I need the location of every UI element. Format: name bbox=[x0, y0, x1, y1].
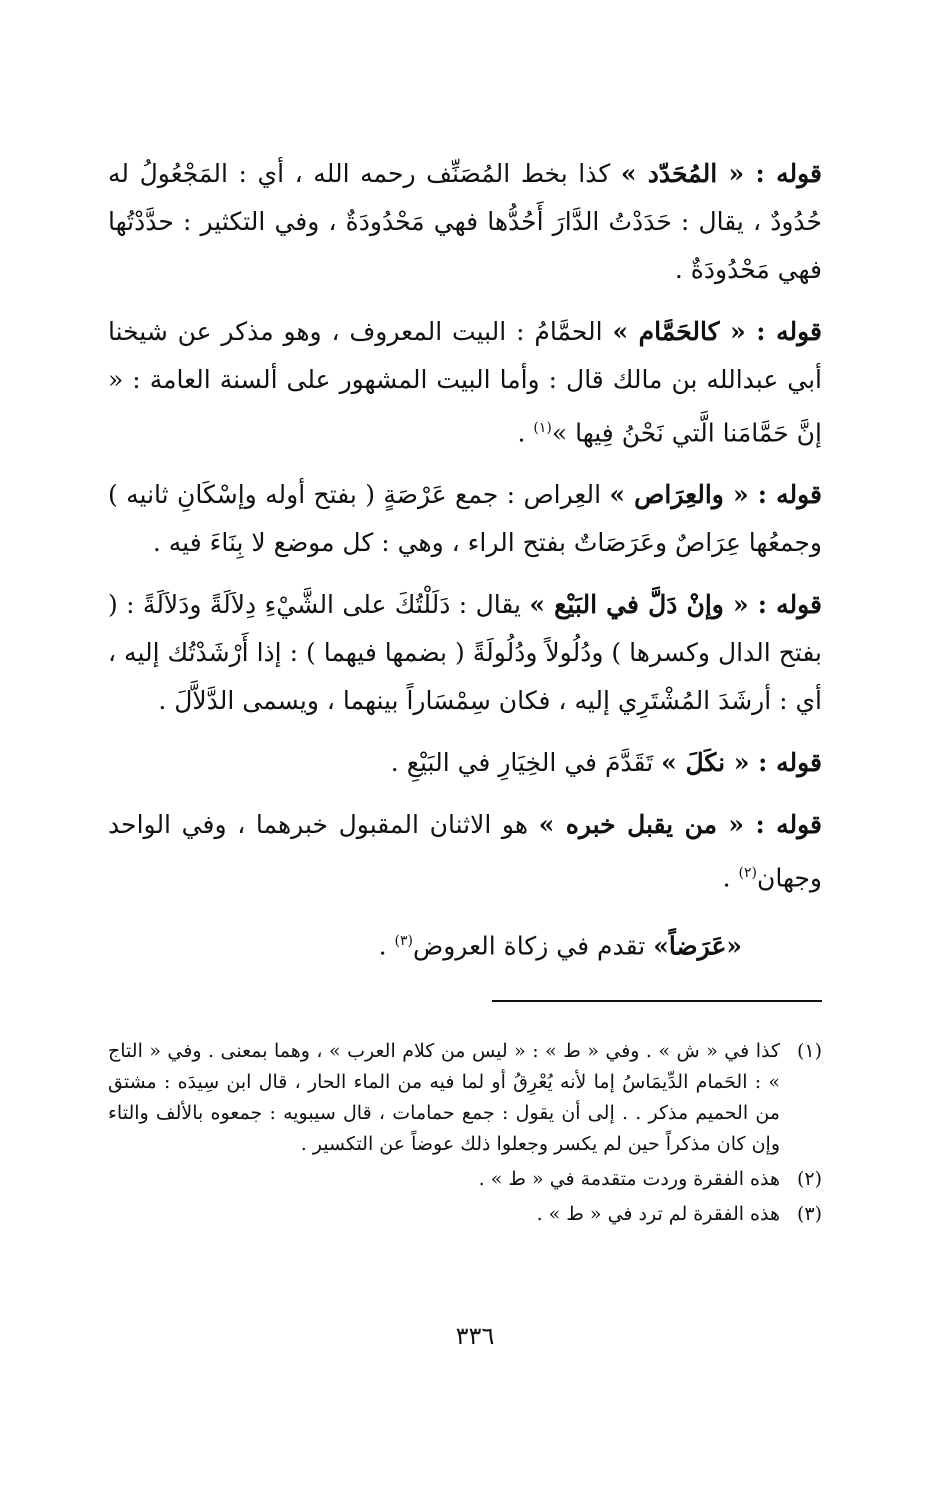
footnote-number: (٣) bbox=[796, 1203, 822, 1225]
footnote bbox=[108, 1199, 822, 1230]
footnote-number: (٢) bbox=[796, 1168, 822, 1190]
entry-text: هو الاثنان المقبول خبرهما ، وفي الواحد وجهان bbox=[108, 810, 822, 893]
entry-text: تَقَدَّمَ في الخِيَارِ في البَيْعِ . bbox=[390, 748, 662, 778]
footnote-ref: (٢) bbox=[738, 865, 757, 882]
footnote bbox=[108, 1036, 822, 1160]
entry-tail: . bbox=[722, 863, 739, 893]
entry-text: تقدم في زكاة العروض bbox=[413, 930, 654, 960]
entry-lead: قوله : « كالحَمَّام » bbox=[612, 317, 822, 346]
footnote-text: هذه الفقرة وردت متقدمة في « ط » . bbox=[478, 1168, 780, 1190]
entry-lead: قوله : « والعِرَاص » bbox=[609, 480, 822, 510]
entry-lead: «عَرَضاً» bbox=[653, 930, 742, 960]
entry-paragraph bbox=[108, 739, 822, 787]
entry-lead: قوله : « نكَلَ » bbox=[661, 748, 822, 778]
page-number: ٣٣٦ bbox=[455, 1322, 495, 1350]
entry-lead: قوله : « من يقبل خبره » bbox=[538, 810, 822, 840]
entry-paragraph bbox=[108, 308, 822, 457]
footnote-text: هذه الفقرة لم ترد في « ط » . bbox=[536, 1203, 780, 1225]
footnote-ref: (٣) bbox=[394, 932, 413, 949]
entry-text: الحمَّامُ : البيت المعروف ، وهو مذكر عن شيخنا أبي عبدالله بن مالك قال : وأما البيت المشهور على ألسنة العامة : « إنَّ حَمَّامَنا الَّتي نَحْنُ فِيها » bbox=[108, 317, 822, 448]
entry-paragraph bbox=[108, 471, 822, 567]
footnote-divider bbox=[492, 1000, 822, 1002]
entry-paragraph bbox=[108, 917, 822, 970]
entry-lead: قوله : « المُحَدّد » bbox=[620, 159, 822, 188]
footnote bbox=[108, 1164, 822, 1195]
entry-paragraph bbox=[108, 150, 822, 294]
entry-lead: قوله : « وإنْ دَلَّ في البَيْع » bbox=[529, 590, 822, 620]
entry-paragraph bbox=[108, 581, 822, 725]
footnote-ref: (١) bbox=[533, 420, 552, 436]
main-text bbox=[108, 150, 822, 984]
entry-text: العِراص : جمع عَرْصَةٍ ( بفتح أوله وإسْكَانِ ثانيه ) وجمعُها عِرَاصٌ وعَرَصَاتٌ بفتح الراء ، وهي : كل موضع لا بِنَاءَ فيه . bbox=[108, 480, 822, 558]
entry-paragraph bbox=[108, 801, 822, 902]
entry-text: يقال : دَلَلْتُكَ على الشَّيْءِ دِلاَلَةً ودَلاَلَةً : ( بفتح الدال وكسرها ) ودُلُولاً ودُلُولَةً ( بضمها فيهما ) : إذا أَرْشَدْتُك إليه ، أي : أرشَدَ المُشْتَرِي إليه ، فكان سِمْسَاراً بينهما ، ويسمى الدَّلاَّلَ . bbox=[108, 590, 822, 716]
footnote-number: (١) bbox=[796, 1040, 822, 1062]
entry-tail: . bbox=[378, 930, 395, 960]
entry-text: كذا بخط المُصَنِّف رحمه الله ، أي : المَجْعُولُ له حُدُودٌ ، يقال : حَدَدْتُ الدَّارَ أَحُدُّها فهي مَحْدُودَةٌ ، وفي التكثير : حدَّدْتُها فهي مَحْدُودَةٌ . bbox=[108, 159, 822, 284]
entry-tail: . bbox=[517, 418, 534, 448]
footnote-text: كذا في « ش » . وفي « ط » : « ليس من كلام العرب » ، وهما بمعنى . وفي « التاج » : الحَمام الدِّيمَاسُ إما لأنه يُعْرِقُ أو لما فيه من الماء الحار ، قال ابن سِيدَه : مشتق من الحميم مذكر . . إلى أن يقول : جمع حمامات ، قال سيبويه : جمعوه بالألف والتاء وإن كان مذكراً حين لم يكسر وجعلوا ذلك عوضاً عن التكسير . bbox=[108, 1040, 780, 1155]
footnotes bbox=[108, 1036, 822, 1234]
